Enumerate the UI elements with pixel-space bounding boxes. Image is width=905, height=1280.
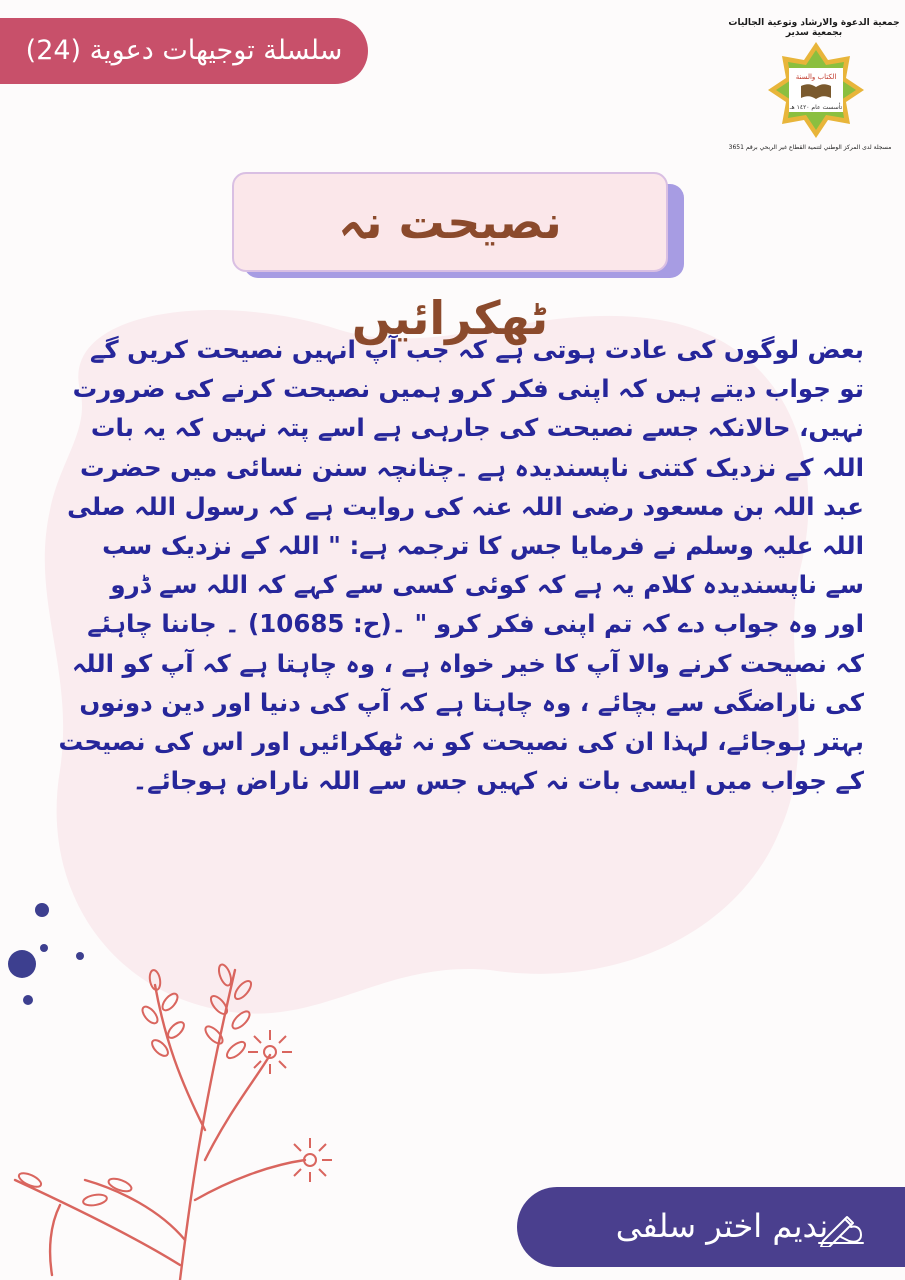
decorative-dots xyxy=(8,903,84,1005)
body-line: کے جواب میں ایسی بات نہ کہیں جس سے اللہ ناراض ہوجائے۔ xyxy=(132,766,864,796)
logo-founded-label: تأسست عام ١٤٢٠ هـ xyxy=(789,104,843,111)
logo-arc-text: جمعية الدعوة والارشاد وتوعية الجاليات بجمعية سدير xyxy=(728,18,900,38)
logo-book-label: الكتاب والسنة xyxy=(795,73,837,81)
author-name: ندیم اختر سلفی xyxy=(615,1207,829,1245)
body-paragraph xyxy=(42,330,864,800)
title-card xyxy=(232,172,668,345)
body-line: نہیں، حالانکہ جسے نصیحت کی جارہی ہے اسے پتہ نہیں کہ یہ بات xyxy=(90,413,864,443)
body-line: اللہ کے نزدیک کتنی ناپسندیدہ ہے ۔چنانچہ سنن نسائی میں حضرت xyxy=(79,452,864,482)
series-label: سلسلة توجيهات دعوية (24) xyxy=(25,35,343,66)
body-line: اللہ علیہ وسلم نے فرمایا جس کا ترجمہ ہے: " اللہ کے نزدیک سب xyxy=(102,531,864,561)
logo-registration: مسجلة لدى المركز الوطني لتنمية القطاع غير الربحي برقم 3651 xyxy=(728,144,892,151)
organization-logo xyxy=(728,18,900,158)
author-badge xyxy=(517,1187,905,1267)
writing-hand-pen-icon xyxy=(817,1207,865,1247)
page-title: نصیحت نہ ٹھکرائیں xyxy=(338,195,562,345)
body-line: اور وہ جواب دے کہ تم اپنی فکر کرو " ۔(ح: 10685) ۔ جاننا چاہئے xyxy=(87,609,864,639)
body-line: بعض لوگوں کی عادت ہوتی ہے کہ جب آپ انہیں نصیحت کریں گے xyxy=(90,335,864,364)
floral-decoration xyxy=(0,880,340,1280)
body-line: تو جواب دیتے ہیں کہ اپنی فکر کرو ہمیں نصیحت کرنے کی ضرورت xyxy=(72,374,864,404)
series-tag xyxy=(0,18,368,84)
body-line: کہ نصیحت کرنے والا آپ کا خیر خواہ ہے ، وہ چاہتا ہے کہ آپ کو اللہ xyxy=(72,648,864,678)
body-line: سے ناپسندیدہ کلام یہ ہے کہ کوئی کسی سے کہے کہ اللہ سے ڈرو xyxy=(110,570,864,600)
body-line: کی ناراضگی سے بچائے ، وہ چاہتا ہے کہ آپ کی دنیا اور دین دونوں xyxy=(79,687,864,717)
body-line: عبد اللہ بن مسعود رضی اللہ عنہ کی روایت ہے کہ رسول اللہ صلی xyxy=(67,491,864,521)
body-line: بہتر ہوجائے، لہذا ان کی نصیحت کو نہ ٹھکرائیں اور اس کی نصیحت xyxy=(58,727,864,757)
